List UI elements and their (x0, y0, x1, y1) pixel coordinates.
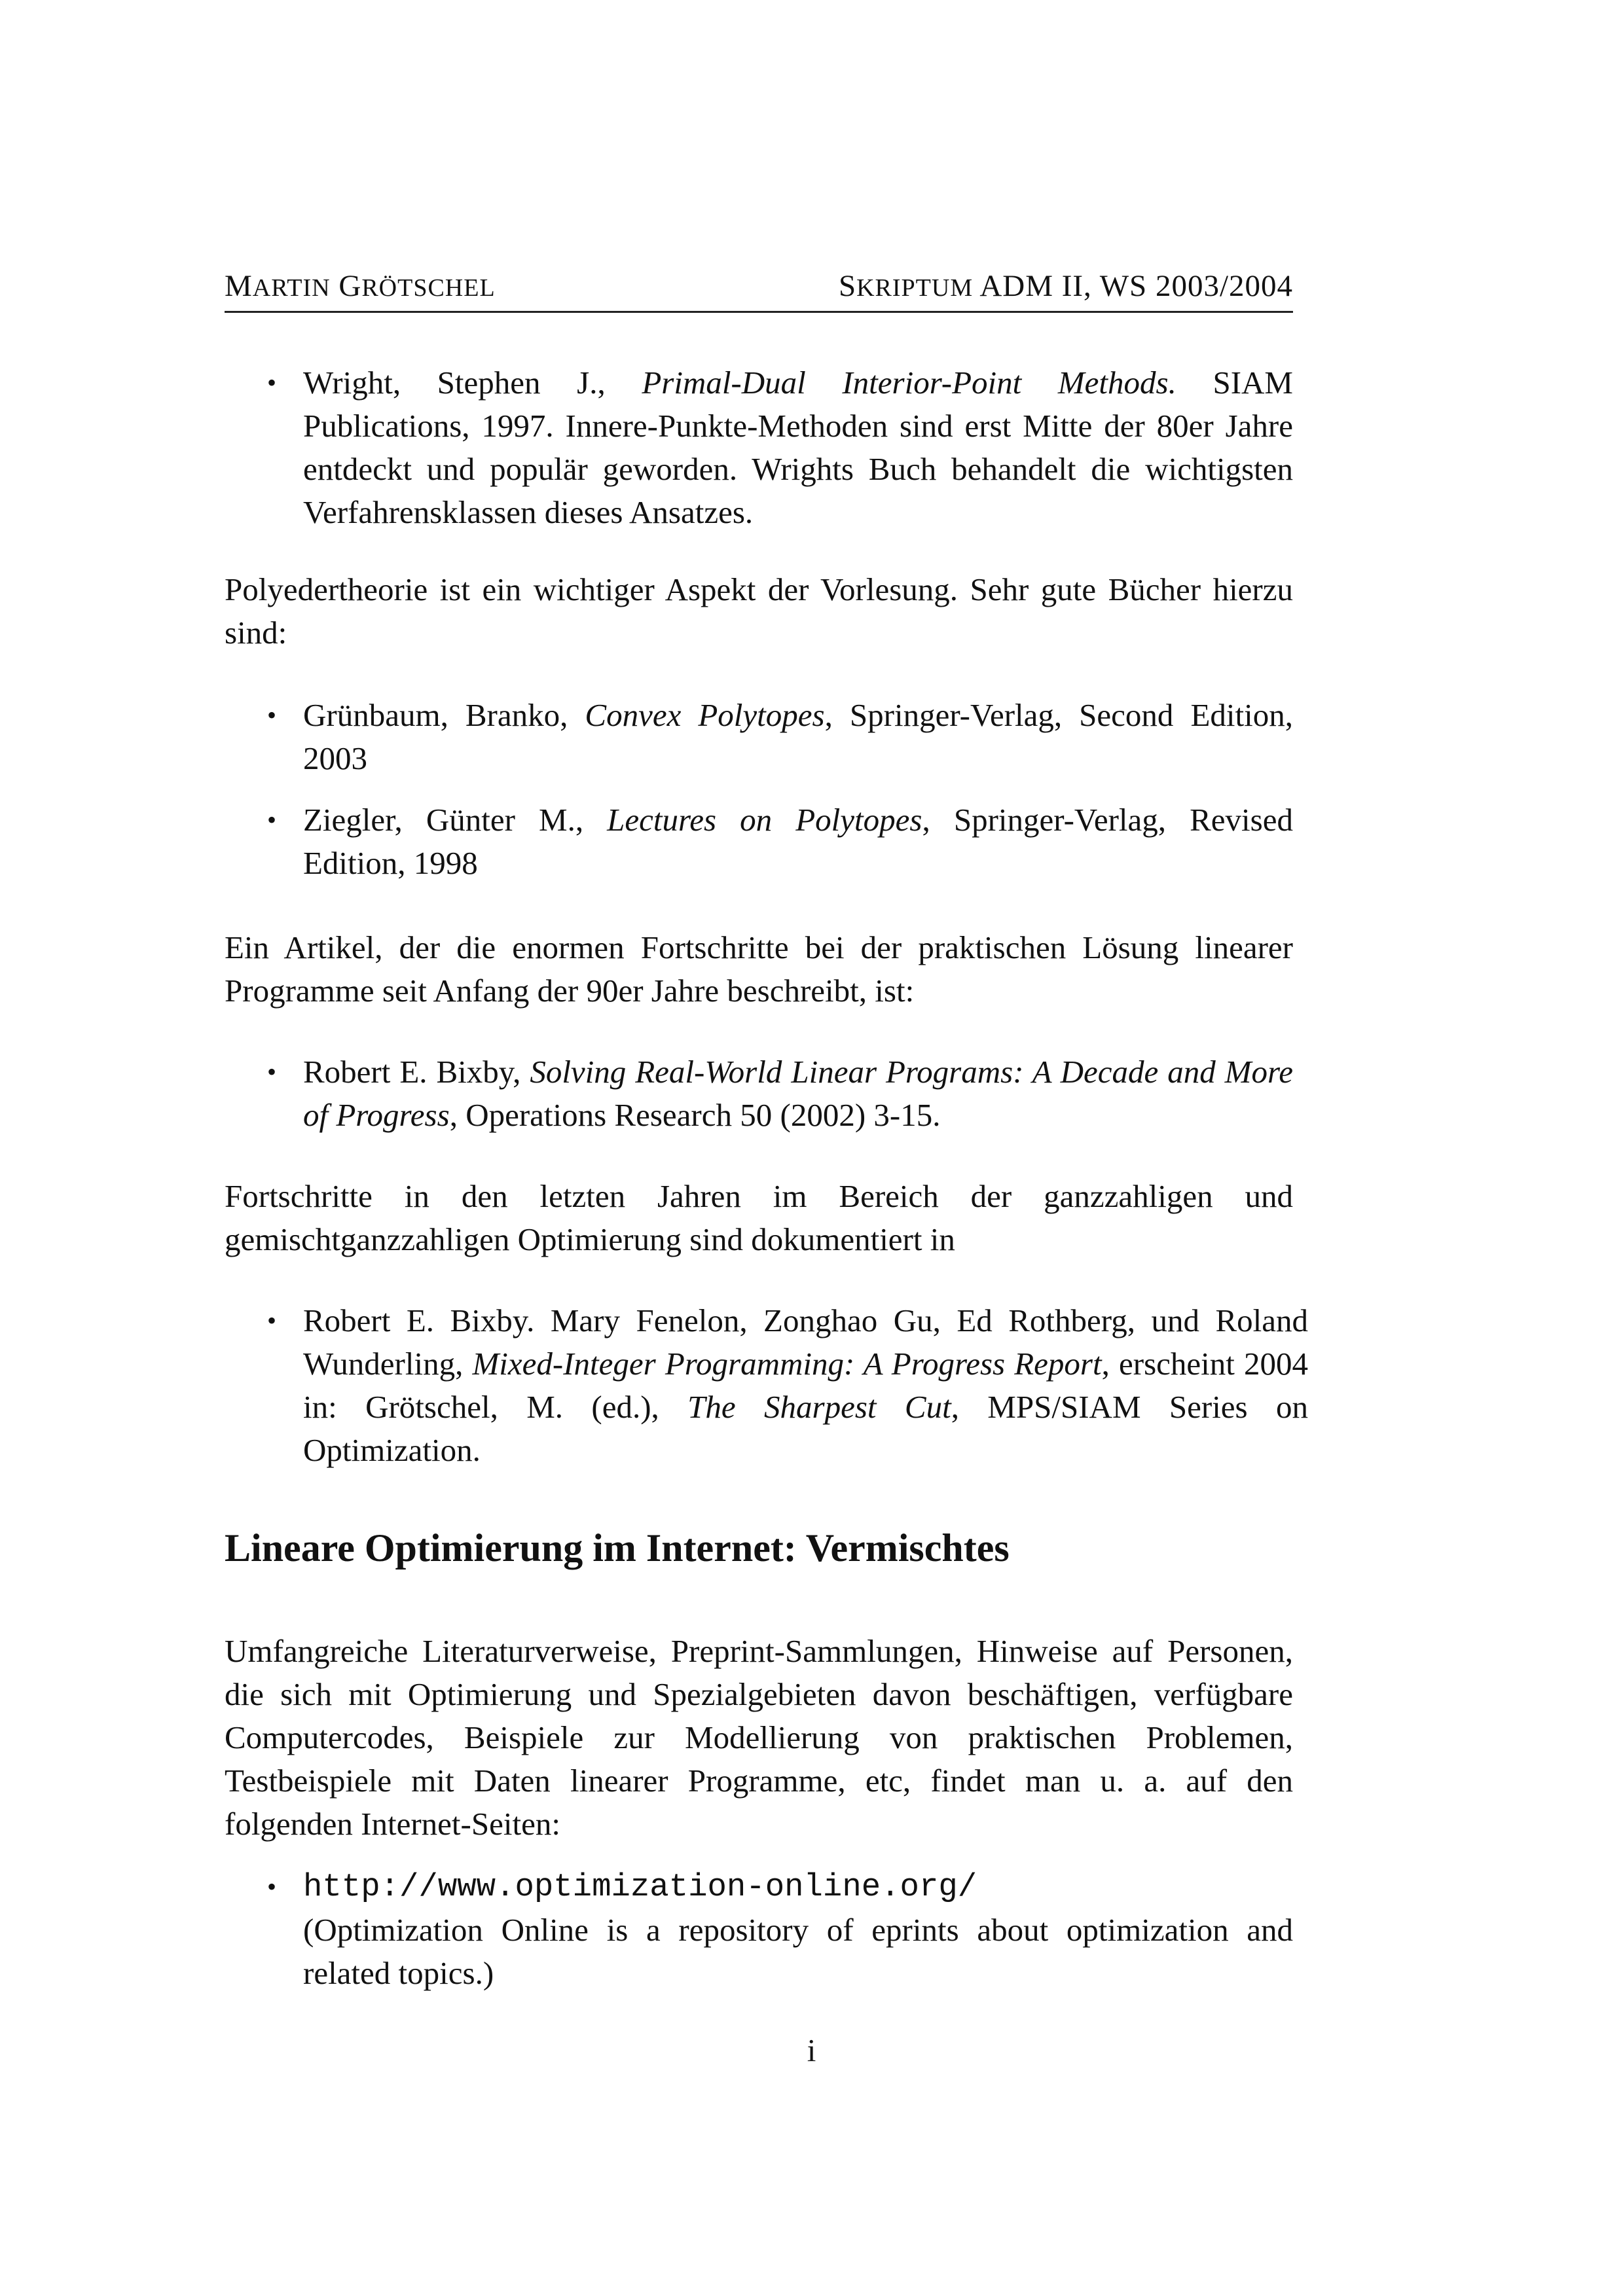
reference-author: Grünbaum, Branko, (303, 697, 585, 733)
reference-title: Convex Polytopes (585, 697, 825, 733)
link-optimization-online[interactable]: http://www.optimization-online.org/ (303, 1869, 977, 1905)
header-author-first-rest: ARTIN (252, 274, 331, 302)
reference-content (303, 1299, 1308, 1472)
reference-details: , Springer-Verlag, Second Edition, 2003 (303, 697, 1293, 776)
reference-details: SIAM Publications, 1997. Innere-Punkte-Methoden sind erst Mitte der 80er Jahre entdeckt und populär geworden. Wrights Buch behandelt die wichtigsten Verfahrensklassen dieses Ansatzes. (303, 365, 1293, 530)
header-author-last-initial: G (338, 269, 362, 303)
reference-content (303, 1050, 1293, 1137)
reference-details: , Operations Research 50 (2002) 3-15. (449, 1097, 941, 1133)
reference-content (303, 361, 1293, 534)
header-script-title (839, 263, 1293, 311)
reference-content (303, 798, 1293, 885)
bullet-icon: • (267, 368, 277, 397)
reference-author: Robert E. Bixby, (303, 1054, 530, 1090)
reference-content (303, 694, 1293, 780)
header-script-rest-small: KRIPTUM (856, 274, 974, 302)
header-author-initial: M (225, 269, 253, 303)
reference-title: Primal-Dual Interior-Point Methods. (642, 365, 1176, 401)
reference-author: Ziegler, Günter M., (303, 802, 608, 838)
reference-series: , MPS/SIAM Series on Optimization. (303, 1389, 1308, 1468)
section-heading: Lineare Optimierung im Internet: Vermischtes (225, 1526, 1010, 1570)
bullet-icon: • (267, 1872, 277, 1901)
paragraph-polyedertheorie: Polyedertheorie ist ein wichtiger Aspekt der Vorlesung. Sehr gute Bücher hierzu sind: (225, 571, 1293, 651)
header-script-initial: S (838, 269, 857, 303)
paragraph-artikel: Ein Artikel, der die enormen Fortschritte bei der praktischen Lösung linearer Programme seit Anfang der 90er Jahre beschreibt, ist: (225, 929, 1293, 1009)
reference-authors: Robert E. Bixby. Mary Fenelon, Zonghao Gu, Ed Rothberg, und Roland Wunderling, (303, 1302, 1308, 1382)
reference-item-bixby-progress-report (267, 1299, 1308, 1472)
header-course-semester: ADM II, WS 2003/2004 (979, 269, 1293, 303)
reference-item-wright (267, 361, 1293, 534)
header-author (225, 263, 496, 311)
reference-title: Mixed-Integer Programming: A Progress Report (472, 1346, 1102, 1382)
link-description: (Optimization Online is a repository of eprints about optimization and related topics.) (303, 1912, 1293, 1991)
reference-title: Lectures on Polytopes (607, 802, 922, 838)
bullet-icon: • (267, 1057, 277, 1086)
reference-content (303, 1865, 1293, 1995)
reference-book-title: The Sharpest Cut (687, 1389, 951, 1425)
reference-publication: , erscheint 2004 in: Grötschel, M. (ed.), (303, 1346, 1309, 1425)
reference-item-bixby-decade (267, 1050, 1293, 1137)
bullet-icon: • (267, 805, 277, 834)
reference-title: Solving Real-World Linear Programs: A Decade and More of Progress (303, 1054, 1293, 1133)
reference-item-optimization-online (267, 1865, 1293, 1995)
running-header (225, 259, 1293, 313)
reference-item-gruenbaum (267, 694, 1293, 780)
paragraph-umfangreiche: Umfangreiche Literaturverweise, Preprint-Sammlungen, Hinweise auf Personen, die sich mit Optimierung und Spezialgebieten davon beschäftigen, verfügbare Computercodes, Beispiele zur Modellierung von praktischen Problemen, Testbeispiele mit Daten linearer Programme, etc, findet man u. a. auf den folgenden Internet-Seiten: (225, 1633, 1293, 1842)
reference-item-ziegler (267, 798, 1293, 885)
page-number: i (807, 2032, 816, 2068)
bullet-icon: • (267, 1306, 277, 1335)
reference-details: , Springer-Verlag, Revised Edition, 1998 (303, 802, 1293, 881)
bullet-icon: • (267, 700, 277, 730)
reference-author: Wright, Stephen J., (303, 365, 642, 401)
header-author-last-rest: RÖTSCHEL (361, 274, 496, 302)
paragraph-fortschritte: Fortschritte in den letzten Jahren im Bereich der ganzzahligen und gemischtganzzahligen Optimierung sind dokumentiert in (225, 1178, 1293, 1257)
